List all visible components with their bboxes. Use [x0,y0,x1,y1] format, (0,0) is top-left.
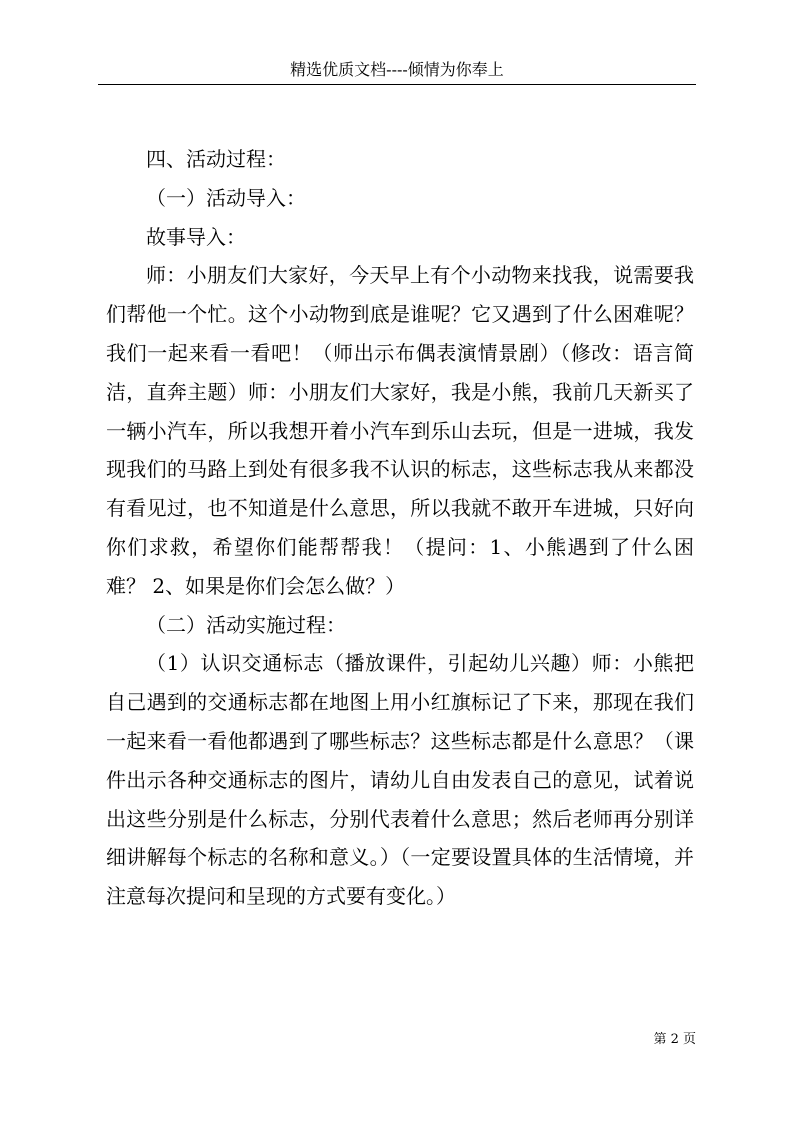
story-intro-label: 故事导入： [146,224,246,249]
body-paragraph: （1）认识交通标志（播放课件，引起幼儿兴趣）师：小熊把自己遇到的交通标志都在地图上用小红旗标记了下来，那现在我们一起来看一看他都遇到了哪些标志？这些标志都是什么意思？（课件出示各种交通标志的图片，请幼儿自由发表自己的意见，试着说出这些分别是什么标志，分别代表着什么意思；然后老师再分别详细讲解每个标志的名称和意义。）（一定要设置具体的生活情境，并注意每次提问和呈现的方式要有变化。） [106,651,694,909]
header-divider [98,84,696,85]
body-paragraph: 师：小朋友们大家好，今天早上有个小动物来找我，说需要我们帮他一个忙。这个小动物到底是谁呢？它又遇到了什么困难呢？我们一起来看一看吧！（师出示布偶表演情景剧）（修改：语言简洁，直奔主题）师：小朋友们大家好，我是小熊，我前几天新买了一辆小汽车，所以我想开着小汽车到乐山去玩，但是一进城，我发现我们的马路上到处有很多我不认识的标志，这些标志我从来都没有看见过，也不知道是什么意思，所以我就不敢开车进城，只好向你们求救，希望你们能帮帮我！（提问：1、小熊遇到了什么困难？ 2、如果是你们会怎么做？） [106,263,694,598]
page-number: 第 2 页 [653,1032,696,1047]
subsection-heading: （二）活动实施过程： [146,612,346,637]
section-heading: 四、活动过程： [146,147,286,171]
subsection-heading: （一）活动导入： [146,185,306,210]
page-header-title: 精选优质文档----倾情为你奉上 [290,60,504,79]
document-body [106,140,694,916]
